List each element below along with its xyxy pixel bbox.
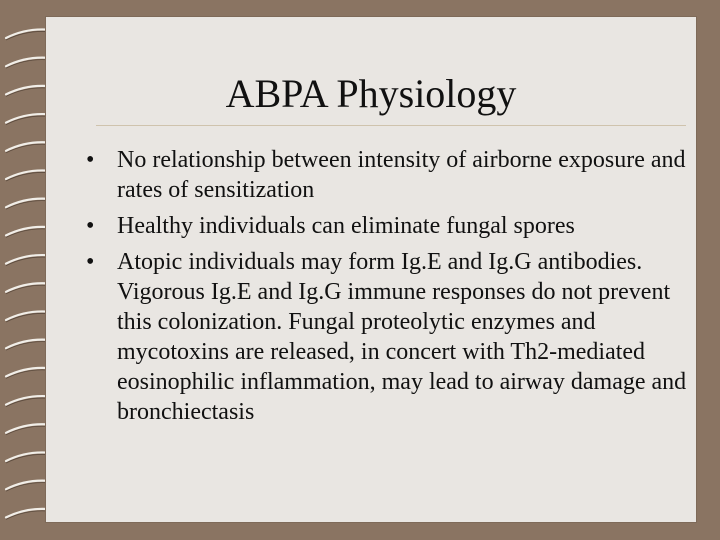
list-item: [86, 145, 696, 205]
slide-title: ABPA Physiology: [225, 71, 517, 116]
bullet-list: [86, 145, 696, 427]
bullet-text: Atopic individuals may form Ig.E and Ig.G antibodies. Vigorous Ig.E and Ig.G immune responses do not prevent this colonization. Fungal proteolytic enzymes and mycotoxins are released, in concert with Th2-mediated eosinophilic inflammation, may lead to airway damage and bronchiectasis: [117, 249, 687, 425]
bullet-text: Healthy individuals can eliminate fungal spores: [117, 213, 575, 239]
list-item: [86, 247, 696, 427]
bullet-text: No relationship between intensity of airborne exposure and rates of sensitization: [117, 147, 686, 203]
bullet-marker: •: [86, 249, 95, 275]
list-item: [86, 211, 696, 241]
bullet-marker: •: [86, 147, 95, 173]
title-divider: [96, 125, 686, 126]
bullet-marker: •: [86, 213, 95, 239]
slide-page: [46, 17, 696, 522]
